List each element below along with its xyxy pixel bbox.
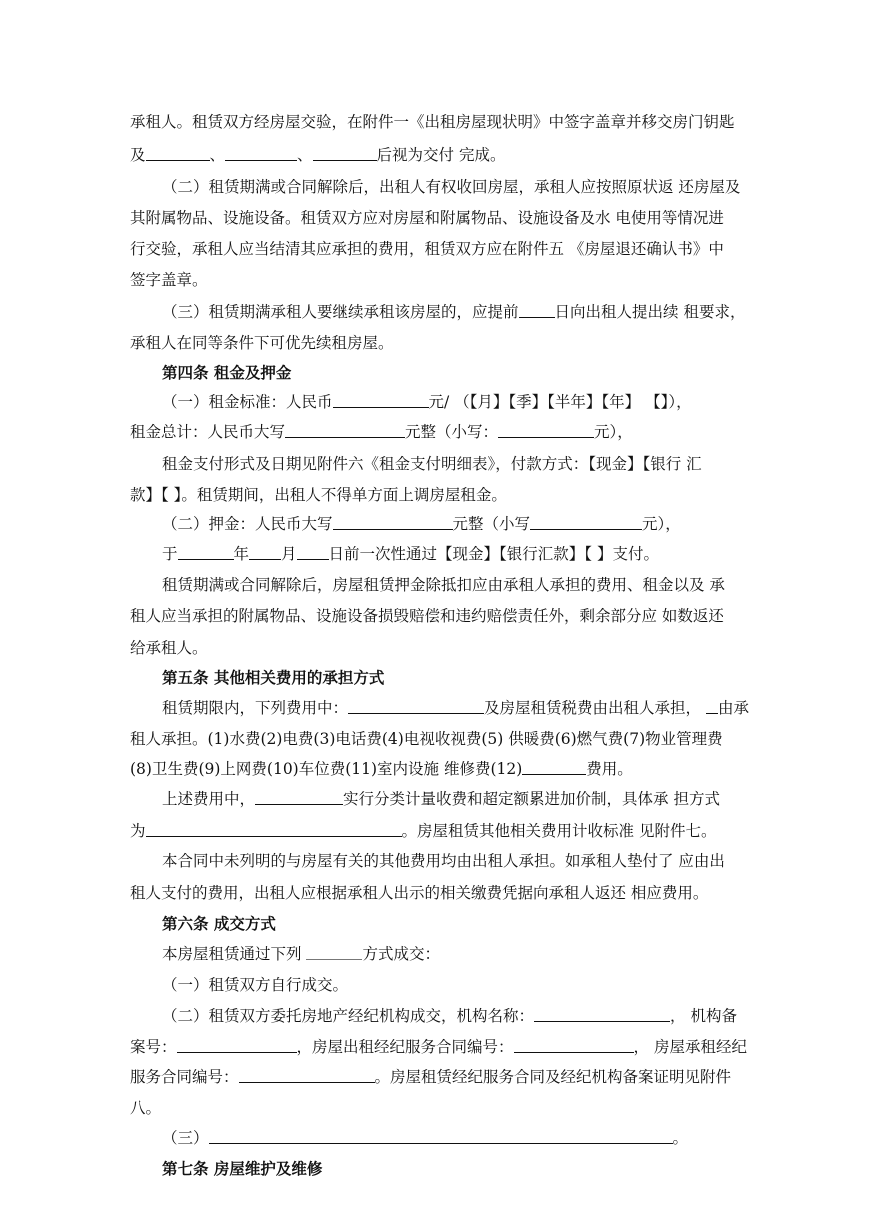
text-segment: 年	[233, 545, 250, 563]
text-segment: 元），	[642, 515, 681, 533]
text-segment: 服务合同编号：	[130, 1068, 239, 1086]
text-segment: 为	[130, 822, 146, 840]
fill-in-blank[interactable]	[519, 300, 555, 318]
paragraph-line: 给承租人。	[130, 639, 208, 657]
paragraph-line	[130, 819, 716, 843]
article-heading: 第五条 其他相关费用的承担方式	[162, 668, 385, 687]
text-segment: 元整（小写	[452, 515, 531, 533]
article-heading: 第四条 租金及押金	[162, 363, 292, 382]
paragraph-line: 本合同中未列明的与房屋有关的其他费用均由出租人承担。如承租人垫付了 应由出	[162, 852, 725, 870]
text-segment: （三）租赁期满承租人要继续承租该房屋的，应提前	[162, 303, 519, 321]
fill-in-blank[interactable]	[177, 1035, 297, 1053]
text-segment: 日前一次性通过【现金】【银行汇款】【 】支付。	[328, 545, 659, 563]
fill-in-blank[interactable]	[333, 512, 453, 530]
fill-in-blank[interactable]	[146, 143, 210, 161]
paragraph-line: 其附属物品、设施设备。租赁双方应对房屋和附属物品、设施设备及水 电使用等情况进	[130, 209, 724, 227]
fill-in-blank[interactable]	[333, 390, 429, 408]
text-segment: 、	[209, 146, 226, 164]
fill-in-blank[interactable]	[249, 542, 281, 560]
text-segment: 元/ （【月】【季】【半年】【年】 【】），	[428, 393, 692, 411]
fill-in-blank[interactable]	[706, 696, 718, 714]
fill-in-blank[interactable]	[239, 1065, 375, 1083]
paragraph-line	[162, 512, 681, 536]
text-segment: 租金总计：人民币大写	[130, 423, 286, 441]
fill-in-blank[interactable]	[297, 542, 329, 560]
text-segment: 。	[672, 1129, 689, 1147]
paragraph-line	[162, 942, 440, 966]
paragraph-line: （二）租赁期满或合同解除后，出租人有权收回房屋，承租人应按照原状返 还房屋及	[162, 178, 741, 196]
paragraph-line: （一）租赁双方自行成交。	[162, 976, 349, 994]
paragraph-line: 租人应当承担的附属物品、设施设备损毁赔偿和违约赔偿责任外，剩余部分应 如数返还	[130, 607, 724, 625]
text-segment: 元），	[594, 423, 633, 441]
paragraph-line	[130, 1035, 747, 1059]
fill-in-blank[interactable]	[514, 1035, 634, 1053]
paragraph-line: 承租人在同等条件下可优先续租房屋。	[130, 334, 394, 352]
text-segment: （二）押金：人民币大写	[162, 515, 333, 533]
paragraph-line	[130, 420, 633, 444]
fill-in-blank[interactable]	[306, 942, 362, 960]
paragraph-line: 签字盖章。	[130, 271, 208, 289]
article-heading: 第七条 房屋维护及维修	[162, 1159, 323, 1178]
article-heading: 第六条 成交方式	[162, 914, 276, 933]
fill-in-blank[interactable]	[225, 143, 297, 161]
paragraph-line	[130, 757, 633, 781]
text-segment: 后视为交付 完成。	[376, 146, 506, 164]
text-segment: 及房屋租赁税费由出租人承担，	[484, 699, 706, 717]
paragraph-line: 租人支付的费用，出租人应根据承租人出示的相关缴费凭据向承租人返还 相应费用。	[130, 884, 709, 902]
text-segment: 元整（小写：	[405, 423, 499, 441]
fill-in-blank[interactable]	[530, 512, 642, 530]
text-segment: 本房屋租赁通过下列	[162, 945, 307, 963]
paragraph-line: 行交验，承租人应当结清其应承担的费用，租赁双方应在附件五 《房屋退还确认书》中	[130, 240, 724, 258]
text-segment: 及	[130, 146, 146, 164]
paragraph-line	[162, 300, 745, 324]
fill-in-blank[interactable]	[178, 542, 234, 560]
text-segment: 案号：	[130, 1038, 177, 1056]
paragraph-line	[130, 1065, 731, 1089]
text-segment: 。房屋租赁经纪服务合同及经纪机构备案证明见附件	[374, 1068, 732, 1086]
paragraph-line: 租金支付形式及日期见附件六《租金支付明细表》，付款方式：【现金】【银行 汇	[162, 455, 702, 473]
text-segment: 费用。	[586, 760, 633, 778]
text-segment: （三）	[162, 1129, 209, 1147]
fill-in-blank[interactable]	[146, 819, 402, 837]
text-segment: (8)卫生费(9)上网费(10)车位费(11)室内设施 维修费(12)	[130, 760, 523, 778]
text-segment: ，房屋出租经纪服务合同编号：	[296, 1038, 514, 1056]
paragraph-line	[130, 143, 505, 167]
fill-in-blank[interactable]	[534, 1004, 670, 1022]
text-segment: 实行分类计量收费和超定额累进加价制，具体承 担方式	[343, 790, 720, 808]
text-segment: 日向出租人提出续 租要求，	[554, 303, 746, 321]
paragraph-line: 款】【 】。租赁期间，出租人不得单方面上调房屋租金。	[130, 486, 507, 504]
text-segment: 于	[162, 545, 178, 563]
text-segment: ， 机构备	[670, 1007, 737, 1025]
paragraph-line	[162, 390, 692, 414]
paragraph-line	[162, 787, 720, 811]
text-segment: （一）租金标准：人民币	[162, 393, 333, 411]
text-segment: 由承	[717, 699, 749, 717]
text-segment: 方式成交：	[362, 945, 440, 963]
paragraph-line	[162, 1004, 737, 1028]
text-segment: 上述费用中，	[162, 790, 256, 808]
fill-in-blank[interactable]	[498, 420, 594, 438]
paragraph-line: 租赁期满或合同解除后，房屋租赁押金除抵扣应由承租人承担的费用、租金以及 承	[162, 576, 725, 594]
fill-in-blank[interactable]	[285, 420, 405, 438]
fill-in-blank[interactable]	[522, 757, 586, 775]
paragraph-line: 八。	[130, 1099, 162, 1117]
paragraph-line	[162, 696, 749, 720]
text-segment: 。房屋租赁其他相关费用计收标准 见附件七。	[401, 822, 717, 840]
text-segment: 租赁期限内，下列费用中：	[162, 699, 349, 717]
text-segment: 月	[281, 545, 297, 563]
fill-in-blank[interactable]	[348, 696, 484, 714]
text-segment: 、	[297, 146, 313, 164]
fill-in-blank[interactable]	[209, 1126, 673, 1144]
fill-in-blank[interactable]	[255, 787, 343, 805]
paragraph-line: 租人承担。(1)水费(2)电费(3)电话费(4)电视收视费(5) 供暖费(6)燃气费(7)物业管理费	[130, 730, 723, 748]
text-segment: ， 房屋承租经纪	[633, 1038, 747, 1056]
text-segment: （二）租赁双方委托房地产经纪机构成交，机构名称：	[162, 1007, 535, 1025]
paragraph-line	[162, 542, 659, 566]
paragraph-line: 承租人。租赁双方经房屋交验，在附件一《出租房屋现状明》中签字盖章并移交房门钥匙	[130, 113, 735, 131]
fill-in-blank[interactable]	[313, 143, 377, 161]
paragraph-line	[162, 1126, 688, 1150]
